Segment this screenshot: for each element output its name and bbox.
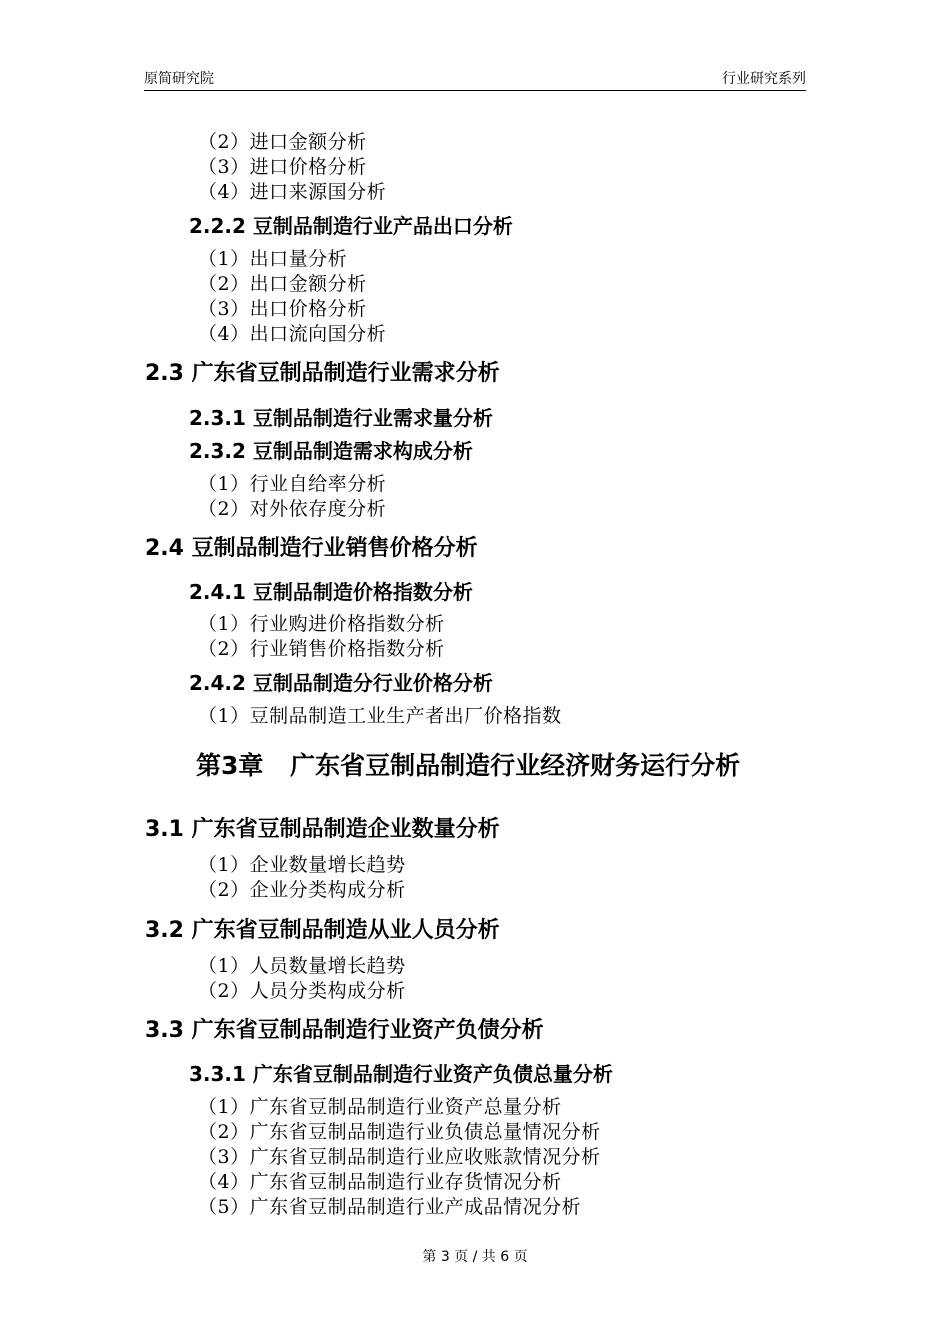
- page-footer: 第 3 页 / 共 6 页: [422, 1249, 528, 1265]
- toc-subitem: （1）企业数量增长趋势: [198, 854, 406, 876]
- toc-section-heading: 3.1 广东省豆制品制造企业数量分析: [145, 817, 500, 842]
- toc-subitem: （3）广东省豆制品制造行业应收账款情况分析: [198, 1146, 601, 1168]
- toc-subitem: （2）广东省豆制品制造行业负债总量情况分析: [198, 1121, 601, 1143]
- toc-subitem: （1）出口量分析: [198, 248, 348, 270]
- toc-subitem: （2）企业分类构成分析: [198, 879, 406, 901]
- header-org-name: 原简研究院: [144, 71, 214, 87]
- toc-section-heading: 3.2 广东省豆制品制造从业人员分析: [145, 918, 500, 943]
- toc-subitem: （1）行业自给率分析: [198, 473, 387, 495]
- toc-subitem: （1）广东省豆制品制造行业资产总量分析: [198, 1096, 562, 1118]
- toc-subitem: （4）进口来源国分析: [198, 181, 387, 203]
- toc-subsection-heading: 2.4.1 豆制品制造价格指数分析: [189, 580, 473, 604]
- toc-section-heading: 3.3 广东省豆制品制造行业资产负债分析: [145, 1018, 544, 1043]
- toc-subitem: （2）人员分类构成分析: [198, 980, 406, 1002]
- toc-subitem: （4）广东省豆制品制造行业存货情况分析: [198, 1171, 562, 1193]
- toc-subitem: （1）人员数量增长趋势: [198, 955, 406, 977]
- toc-subitem: （2）进口金额分析: [198, 131, 367, 153]
- toc-subitem: （1）豆制品制造工业生产者出厂价格指数: [198, 705, 562, 727]
- toc-subitem: （4）出口流向国分析: [198, 323, 387, 345]
- header-series-name: 行业研究系列: [722, 71, 806, 87]
- page-header: [144, 66, 806, 91]
- toc-subitem: （5）广东省豆制品制造行业产成品情况分析: [198, 1196, 582, 1218]
- toc-subsection-heading: 2.4.2 豆制品制造分行业价格分析: [189, 671, 493, 695]
- toc-section-heading: 2.4 豆制品制造行业销售价格分析: [145, 536, 478, 561]
- toc-subitem: （3）进口价格分析: [198, 156, 367, 178]
- toc-subitem: （2）对外依存度分析: [198, 498, 387, 520]
- toc-subitem: （2）行业销售价格指数分析: [198, 638, 445, 660]
- toc-subsection-heading: 2.3.1 豆制品制造行业需求量分析: [189, 406, 493, 430]
- toc-subsection-heading: 2.3.2 豆制品制造需求构成分析: [189, 439, 473, 463]
- chapter-title: 第3章 广东省豆制品制造行业经济财务运行分析: [196, 751, 741, 780]
- toc-subitem: （3）出口价格分析: [198, 298, 367, 320]
- toc-subsection-heading: 2.2.2 豆制品制造行业产品出口分析: [189, 214, 513, 238]
- toc-subitem: （1）行业购进价格指数分析: [198, 613, 445, 635]
- toc-subitem: （2）出口金额分析: [198, 273, 367, 295]
- toc-section-heading: 2.3 广东省豆制品制造行业需求分析: [145, 361, 500, 386]
- toc-subsection-heading: 3.3.1 广东省豆制品制造行业资产负债总量分析: [189, 1062, 613, 1086]
